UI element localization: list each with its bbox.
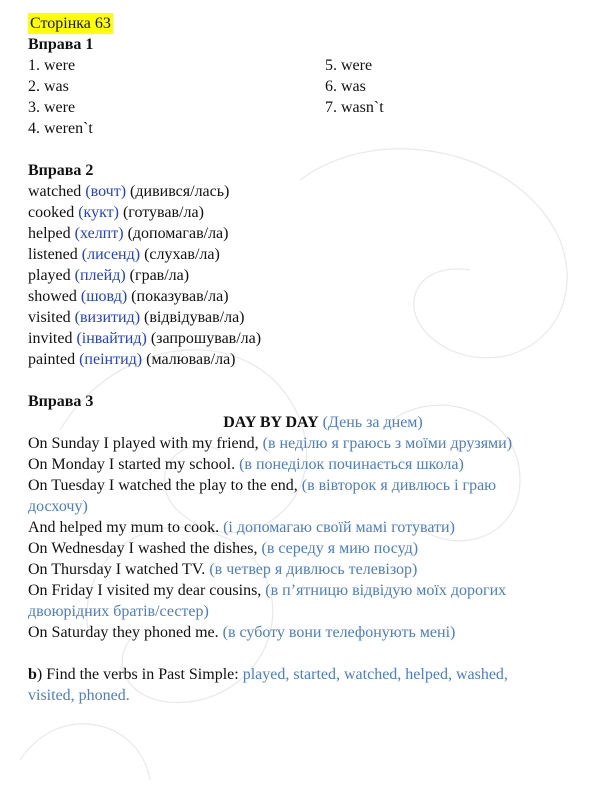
verb-row (28, 328, 598, 349)
poem-line (28, 454, 598, 475)
verb-transcription: (вочт) (85, 183, 127, 200)
verb-meaning: (допомагав/ла) (127, 225, 229, 242)
poem-line-translation: (в середу я мию посуд) (261, 540, 419, 557)
verb-row (28, 265, 598, 286)
exercise-1-heading: Вправа 1 (28, 36, 94, 53)
answer-item: 7. wasn`t (325, 99, 384, 116)
answer-item: 1. were (28, 57, 76, 74)
poem-line-translation: (в четвер я дивлюсь телевізор) (209, 561, 418, 578)
spacer (28, 139, 598, 160)
page-number-row (28, 13, 598, 34)
verb-meaning: (дивився/лась) (130, 183, 230, 200)
poem-line-en: On Sunday I played with my friend, (28, 435, 259, 452)
verb-row (28, 286, 598, 307)
task-b-answer: played, started, watched, helped, washed, (242, 666, 508, 683)
verb-meaning: (слухав/ла) (144, 246, 220, 263)
exercise-1-left-column (28, 55, 93, 139)
poem-title-translation: (День за днем) (322, 414, 423, 431)
poem-line-translation: (і допомагаю своїй мамі готувати) (223, 519, 455, 536)
poem-line (28, 580, 598, 601)
answer-item: 5. were (325, 57, 373, 74)
poem-line-translation: (в вівторок я дивлюсь і граю (301, 477, 497, 494)
answer-item: 6. was (325, 78, 366, 95)
poem-line-translation: (в понеділок починається школа) (239, 456, 464, 473)
verb-row (28, 307, 598, 328)
verb-row (28, 223, 598, 244)
poem-line (28, 433, 598, 454)
poem-line-en: On Tuesday I watched the play to the end, (28, 477, 298, 494)
poem-line-en: On Monday I started my school. (28, 456, 236, 473)
poem-title-en: DAY BY DAY (223, 414, 319, 431)
verb-word: showed (28, 288, 77, 305)
verb-word: cooked (28, 204, 75, 221)
answer-page (28, 13, 598, 706)
verb-transcription: (шовд) (80, 288, 128, 305)
poem-line (28, 475, 598, 496)
verb-word: played (28, 267, 71, 284)
verb-row (28, 349, 598, 370)
spacer (28, 370, 598, 391)
verb-transcription: (інвайтид) (76, 330, 147, 347)
poem-title (48, 412, 598, 433)
page-number-highlight: Сторінка 63 (30, 15, 111, 32)
poem-line-translation: (в суботу вони телефонують мені) (222, 624, 456, 641)
verb-transcription: (пеінтид) (79, 351, 143, 368)
verb-word: invited (28, 330, 73, 347)
task-b-answer-cont: visited, phoned. (28, 687, 130, 704)
poem-line (28, 559, 598, 580)
verb-row (28, 181, 598, 202)
verb-transcription: (кукт) (78, 204, 119, 221)
poem-line-en: On Wednesday I washed the dishes, (28, 540, 258, 557)
verb-word: painted (28, 351, 76, 368)
poem-lines (28, 433, 598, 643)
verb-meaning: (запрошував/ла) (150, 330, 262, 347)
poem-line-translation: (в п’ятницю відвідую моїх дорогих (265, 582, 507, 599)
verb-word: watched (28, 183, 82, 200)
verb-word: helped (28, 225, 71, 242)
poem-line (28, 538, 598, 559)
poem-line-en: And helped my mum to cook. (28, 519, 220, 536)
poem-line-translation: (в неділю я граюсь з моїми друзями) (262, 435, 513, 452)
verb-transcription: (лисенд) (81, 246, 141, 263)
verb-transcription: (плейд) (74, 267, 126, 284)
verb-row (28, 244, 598, 265)
task-b-label: b (28, 666, 37, 683)
exercise-2-heading: Вправа 2 (28, 162, 94, 179)
task-b-prompt: ) Find the verbs in Past Simple: (36, 666, 239, 683)
exercise-2-verb-list (28, 181, 598, 370)
answer-item: 3. were (28, 99, 76, 116)
poem-line-translation-cont: досхочу) (28, 498, 88, 515)
poem-line-translation-cont: двоюрідних братів/сестер) (28, 603, 209, 620)
verb-transcription: (визитид) (74, 309, 141, 326)
answer-item: 4. weren`t (28, 120, 93, 137)
verb-meaning: (показував/ла) (131, 288, 229, 305)
verb-meaning: (готував/ла) (122, 204, 204, 221)
poem-line-en: On Saturday they phoned me. (28, 624, 219, 641)
poem-line (28, 517, 598, 538)
verb-transcription: (хелпт) (74, 225, 124, 242)
poem-line-en: On Friday I visited my dear cousins, (28, 582, 262, 599)
exercise-1-right-column (325, 55, 384, 118)
verb-row (28, 202, 598, 223)
answer-item: 2. was (28, 78, 69, 95)
poem-line (28, 622, 598, 643)
verb-word: listened (28, 246, 78, 263)
poem-line-en: On Thursday I watched TV. (28, 561, 206, 578)
verb-meaning: (відвідував/ла) (144, 309, 245, 326)
verb-word: visited (28, 309, 71, 326)
spacer (28, 643, 598, 664)
verb-meaning: (малював/ла) (146, 351, 236, 368)
task-b (28, 664, 598, 685)
exercise-1-answers (28, 55, 598, 139)
verb-meaning: (грав/ла) (129, 267, 190, 284)
exercise-3-heading: Вправа 3 (28, 393, 94, 410)
